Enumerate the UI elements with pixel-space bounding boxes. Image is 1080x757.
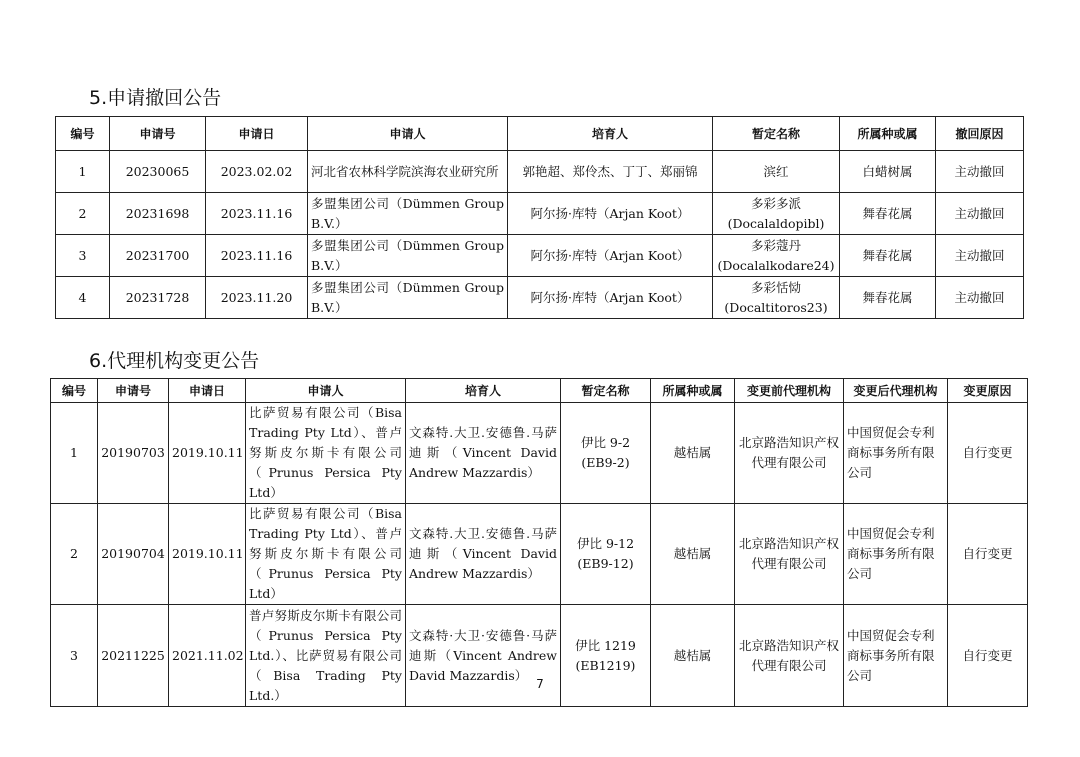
cell-reason: 自行变更 [948,504,1028,605]
cell-breeder: 阿尔扬·库特（Arjan Koot） [508,277,713,319]
cell-app-no: 20211225 [98,605,169,707]
cell-name: 多彩蔻丹 (Docalalkodare24) [713,235,840,277]
cell-breeder: 阿尔扬·库特（Arjan Koot） [508,193,713,235]
header-cell: 所属种或属 [651,379,735,403]
cell-genus: 越桔属 [651,403,735,504]
cell-reason: 主动撤回 [936,277,1024,319]
header-cell: 编号 [51,379,98,403]
cell-breeder: 文森特·大卫·安德鲁·马萨迪斯（Vincent Andrew David Mazzardis） [406,605,561,707]
cell-date: 2023.11.16 [206,235,308,277]
table-header-row [56,117,1024,151]
header-cell: 培育人 [508,117,713,151]
cell-genus: 白蜡树属 [840,151,936,193]
cell-app-no: 20231728 [110,277,206,319]
cell-agent-before: 北京路浩知识产权代理有限公司 [735,605,844,707]
cell-app-no: 20231698 [110,193,206,235]
header-cell: 申请日 [206,117,308,151]
table-row [56,151,1024,193]
cell-no: 1 [56,151,110,193]
cell-genus: 舞春花属 [840,235,936,277]
cell-genus: 越桔属 [651,504,735,605]
section-5-title: 5.申请撤回公告 [89,87,222,109]
cell-breeder: 郭艳超、郑伶杰、丁丁、郑丽锦 [508,151,713,193]
cell-applicant: 普卢努斯皮尔斯卡有限公司（Prunus Persica Pty Ltd.）、比萨贸易有限公司（Bisa Trading Pty Ltd.） [246,605,406,707]
cell-agent-before: 北京路浩知识产权代理有限公司 [735,403,844,504]
cell-name: 伊比 9-12 (EB9-12) [561,504,651,605]
header-cell: 变更原因 [948,379,1028,403]
table-row [51,403,1028,504]
cell-date: 2023.02.02 [206,151,308,193]
cell-no: 4 [56,277,110,319]
cell-no: 2 [56,193,110,235]
cell-genus: 舞春花属 [840,193,936,235]
cell-date: 2023.11.20 [206,277,308,319]
cell-no: 1 [51,403,98,504]
header-cell: 暂定名称 [713,117,840,151]
header-cell: 申请人 [308,117,508,151]
page-number: 7 [536,677,544,691]
header-cell: 申请日 [169,379,246,403]
table-row [51,504,1028,605]
table-row [56,235,1024,277]
cell-reason: 主动撤回 [936,235,1024,277]
header-cell: 暂定名称 [561,379,651,403]
cell-reason: 自行变更 [948,605,1028,707]
table-row [56,193,1024,235]
cell-applicant: 比萨贸易有限公司（Bisa Trading Pty Ltd）、普卢努斯皮尔斯卡有限公司（Prunus Persica Pty Ltd） [246,403,406,504]
cell-genus: 越桔属 [651,605,735,707]
cell-date: 2023.11.16 [206,193,308,235]
cell-agent-after: 中国贸促会专利商标事务所有限公司 [844,605,948,707]
cell-no: 3 [56,235,110,277]
cell-name: 多彩多派 (Docalaldopibl) [713,193,840,235]
cell-app-no: 20231700 [110,235,206,277]
cell-no: 2 [51,504,98,605]
withdrawal-table [55,116,1024,319]
header-cell: 撤回原因 [936,117,1024,151]
header-cell: 变更前代理机构 [735,379,844,403]
table-row [51,605,1028,707]
header-cell: 变更后代理机构 [844,379,948,403]
cell-agent-after: 中国贸促会专利商标事务所有限公司 [844,403,948,504]
cell-breeder: 阿尔扬·库特（Arjan Koot） [508,235,713,277]
section-6-title: 6.代理机构变更公告 [89,350,260,372]
cell-reason: 主动撤回 [936,193,1024,235]
agency-change-table [50,378,1028,707]
cell-name: 伊比 9-2 (EB9-2) [561,403,651,504]
cell-name: 滨红 [713,151,840,193]
cell-date: 2021.11.02 [169,605,246,707]
cell-date: 2019.10.11 [169,504,246,605]
cell-applicant: 多盟集团公司（Dümmen Group B.V.） [308,193,508,235]
cell-name: 多彩恬恸 (Docaltitoros23) [713,277,840,319]
cell-genus: 舞春花属 [840,277,936,319]
cell-app-no: 20230065 [110,151,206,193]
cell-name: 伊比 1219 (EB1219) [561,605,651,707]
cell-breeder: 文森特.大卫.安德鲁.马萨迪斯（Vincent David Andrew Mazzardis） [406,504,561,605]
header-cell: 编号 [56,117,110,151]
header-cell: 申请号 [110,117,206,151]
cell-agent-before: 北京路浩知识产权代理有限公司 [735,504,844,605]
cell-applicant: 河北省农林科学院滨海农业研究所 [308,151,508,193]
cell-app-no: 20190704 [98,504,169,605]
cell-date: 2019.10.11 [169,403,246,504]
cell-applicant: 多盟集团公司（Dümmen Group B.V.） [308,235,508,277]
cell-breeder: 文森特.大卫.安德鲁.马萨迪斯（Vincent David Andrew Mazzardis） [406,403,561,504]
cell-applicant: 比萨贸易有限公司（Bisa Trading Pty Ltd）、普卢努斯皮尔斯卡有限公司（Prunus Persica Pty Ltd） [246,504,406,605]
cell-no: 3 [51,605,98,707]
cell-applicant: 多盟集团公司（Dümmen Group B.V.） [308,277,508,319]
cell-reason: 自行变更 [948,403,1028,504]
header-cell: 所属种或属 [840,117,936,151]
table-header-row [51,379,1028,403]
header-cell: 申请人 [246,379,406,403]
header-cell: 申请号 [98,379,169,403]
header-cell: 培育人 [406,379,561,403]
table-row [56,277,1024,319]
cell-reason: 主动撤回 [936,151,1024,193]
cell-agent-after: 中国贸促会专利商标事务所有限公司 [844,504,948,605]
cell-app-no: 20190703 [98,403,169,504]
